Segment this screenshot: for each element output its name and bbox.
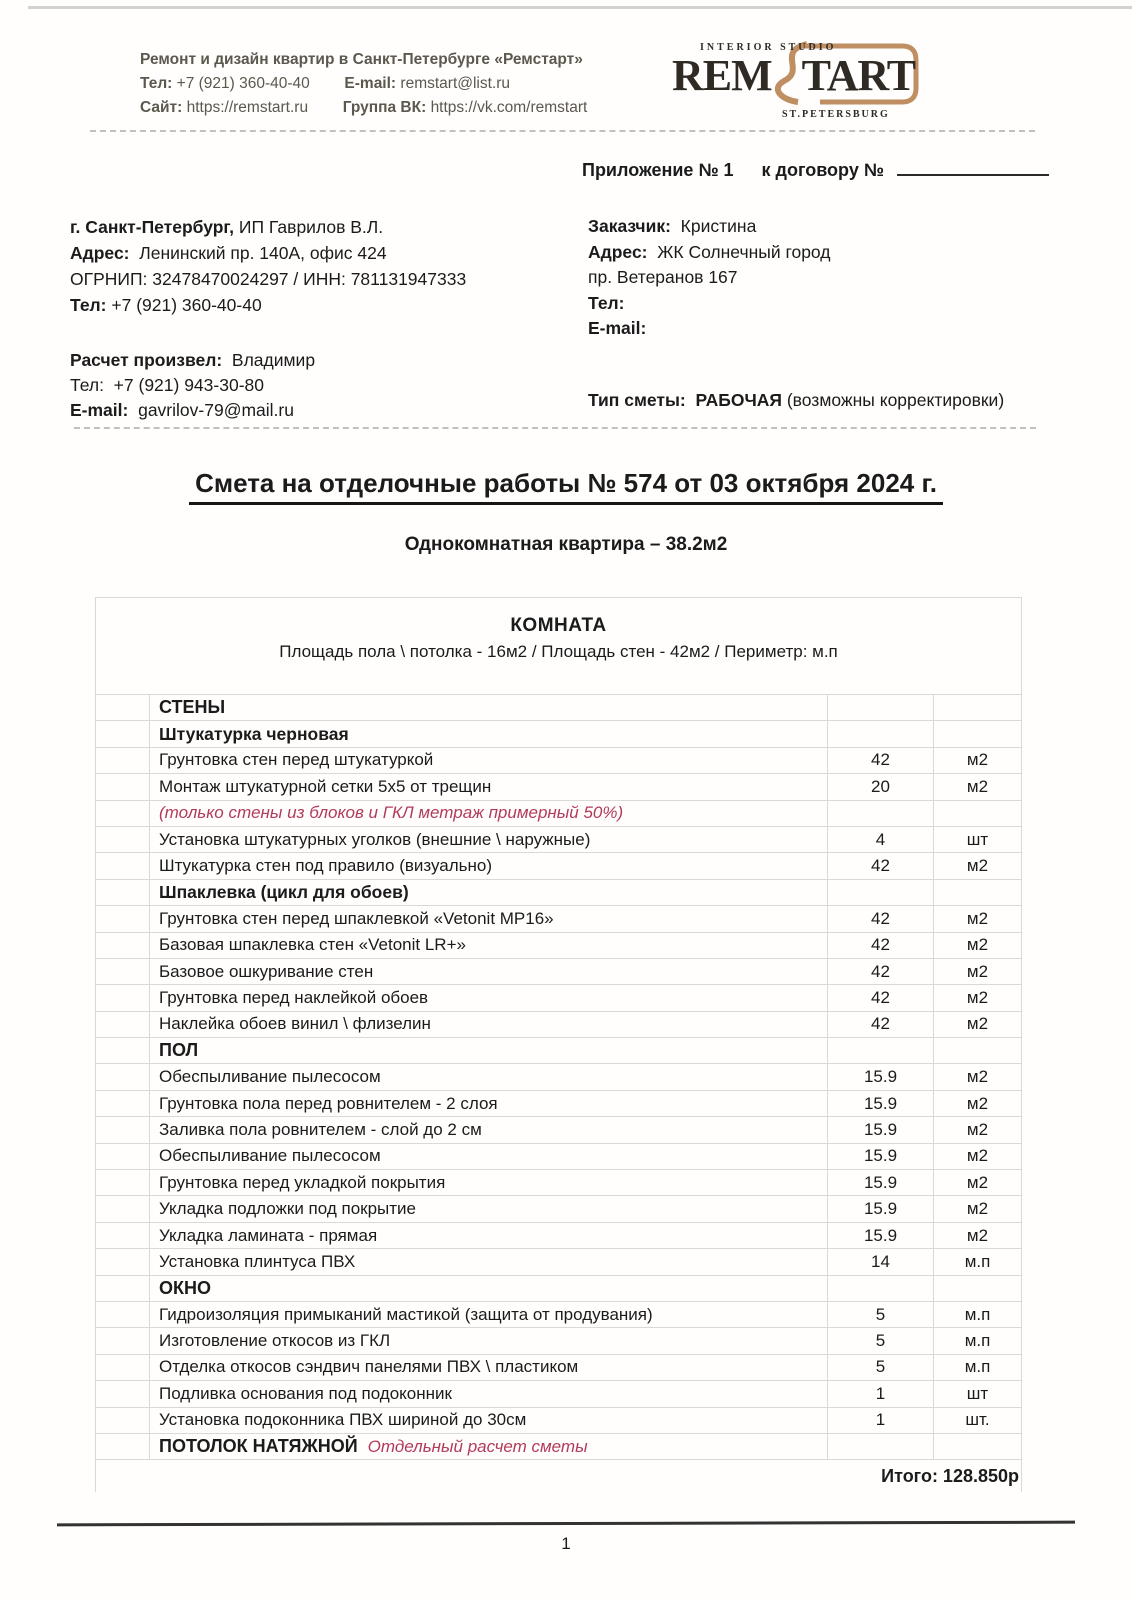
logo-bottom-text: ST.PETERSBURG: [782, 109, 890, 120]
estimate-row-item: [96, 1012, 1021, 1038]
estimate-row-item: [96, 1144, 1021, 1170]
unit-cell: [933, 1038, 1021, 1063]
customer-name: Кристина: [680, 216, 757, 236]
logo-rem: REM: [672, 51, 772, 100]
quantity-cell: 42: [827, 933, 933, 958]
quantity-cell: 15.9: [827, 1223, 933, 1248]
work-description: Установка штукатурных уголков (внешние \ наружные): [159, 829, 591, 849]
work-description: Укладка ламината - прямая: [159, 1225, 378, 1245]
row-index-cell: [96, 1038, 150, 1063]
company-tel-value: +7 (921) 360-40-40: [176, 75, 310, 92]
unit-cell: [933, 721, 1021, 746]
row-index-cell: [96, 1144, 150, 1169]
customer-tel-line: [588, 291, 1058, 317]
company-email-value: remstart@list.ru: [400, 75, 511, 92]
work-description: Грунтовка перед укладкой покрытия: [159, 1172, 446, 1192]
estimate-row-item: [96, 853, 1021, 879]
quantity-cell: 42: [827, 985, 933, 1010]
customer-tel-label: Тел:: [588, 292, 625, 313]
quantity-cell: 1: [827, 1381, 933, 1406]
work-description: Монтаж штукатурной сетки 5х5 от трещин: [159, 776, 492, 796]
unit-cell: м2: [933, 774, 1021, 799]
estimate-row-item: [96, 827, 1021, 853]
estimator-email-line: [70, 398, 570, 423]
estimator-email-label: E-mail:: [70, 400, 129, 420]
estimate-type-note: (возможны корректировки): [786, 390, 1005, 410]
unit-cell: м.п: [933, 1302, 1021, 1327]
contract-label: к договору №: [761, 160, 884, 180]
unit-cell: м2: [933, 1012, 1021, 1037]
work-description: Обеспыливание пылесосом: [159, 1146, 381, 1166]
document-title-row: [0, 468, 1132, 505]
quantity-cell: 42: [827, 959, 933, 984]
quantity-cell: 15.9: [827, 1117, 933, 1142]
unit-cell: м2: [933, 1196, 1021, 1221]
work-description: Укладка подложки под покрытие: [159, 1199, 416, 1219]
estimate-table: [95, 597, 1022, 1492]
estimate-row-item: [96, 1381, 1021, 1407]
work-description: Грунтовка стен перед шпаклевкой «Vetonit MP16»: [159, 908, 554, 928]
estimate-row-item: [96, 959, 1021, 985]
row-index-cell: [96, 721, 150, 746]
unit-cell: шт.: [933, 1408, 1021, 1433]
unit-cell: [933, 1434, 1021, 1459]
row-index-cell: [96, 1064, 150, 1089]
row-index-cell: [96, 1012, 150, 1037]
estimate-row-item: [96, 933, 1021, 959]
appendix-line: [582, 160, 1049, 181]
unit-cell: м2: [933, 748, 1021, 773]
estimate-row-item: [96, 1170, 1021, 1196]
row-index-cell: [96, 748, 150, 773]
work-description-note: Отдельный расчет сметы: [367, 1436, 588, 1456]
estimate-row-section: [96, 1276, 1021, 1302]
work-description: Грунтовка пола перед ровнителем - 2 слоя: [159, 1093, 498, 1113]
unit-cell: м2: [933, 906, 1021, 931]
unit-cell: м2: [933, 1091, 1021, 1116]
quantity-cell: 15.9: [827, 1170, 933, 1195]
customer-address2-line: пр. Ветеранов 167: [588, 267, 738, 287]
unit-cell: м2: [933, 1144, 1021, 1169]
quantity-cell: 4: [827, 827, 933, 852]
work-description: Базовое ошкуривание стен: [159, 961, 374, 981]
contractor-city: г. Санкт-Петербург,: [70, 217, 235, 237]
unit-cell: [933, 695, 1021, 720]
quantity-cell: 42: [827, 853, 933, 878]
row-index-cell: [96, 774, 150, 799]
estimator-name: Владимир: [231, 350, 316, 370]
customer-address-line: [588, 240, 1058, 266]
quantity-cell: 42: [827, 748, 933, 773]
row-index-cell: [96, 695, 150, 720]
unit-cell: [933, 880, 1021, 905]
customer-block: [588, 214, 1058, 342]
estimate-row-section: [96, 695, 1021, 721]
contractor-address: Ленинский пр. 140А, офис 424: [139, 243, 387, 263]
work-description: Изготовление откосов из ГКЛ: [159, 1331, 391, 1351]
estimator-line: [70, 348, 570, 373]
work-description-label: ПОТОЛОК НАТЯЖНОЙ: [159, 1436, 358, 1457]
company-vk-value: https://vk.com/remstart: [430, 99, 588, 116]
room-title: КОМНАТА: [510, 615, 607, 636]
estimate-row-note: [96, 801, 1021, 827]
unit-cell: м.п: [933, 1249, 1021, 1274]
estimate-row-item: [96, 1223, 1021, 1249]
estimate-row-item: [96, 1196, 1021, 1222]
company-email-label: E-mail:: [344, 75, 397, 92]
quantity-cell: [827, 1276, 933, 1301]
estimate-row-section: [96, 1038, 1021, 1064]
estimate-rows: [96, 695, 1021, 1460]
estimate-row-subsection: [96, 721, 1021, 747]
work-description: Отделка откосов сэндвич панелями ПВХ \ пластиком: [159, 1357, 579, 1377]
work-description: Базовая шпаклевка стен «Vetonit LR+»: [159, 935, 466, 955]
unit-cell: м2: [933, 985, 1021, 1010]
logo-top-text: INTERIOR STUDIO: [700, 42, 837, 53]
estimate-row-item: [96, 1355, 1021, 1381]
row-index-cell: [96, 1276, 150, 1301]
estimate-row-item: [96, 1249, 1021, 1275]
unit-cell: м2: [933, 853, 1021, 878]
unit-cell: шт: [933, 1381, 1021, 1406]
estimate-row-item: [96, 985, 1021, 1011]
estimate-row-item: [96, 1117, 1021, 1143]
estimate-row-mixed: [96, 1434, 1021, 1460]
quantity-cell: 42: [827, 906, 933, 931]
document-subtitle: Однокомнатная квартира – 38.2м2: [404, 534, 728, 555]
unit-cell: м2: [933, 1170, 1021, 1195]
estimator-tel-label: Тел:: [70, 375, 104, 395]
work-description: ОКНО: [159, 1277, 211, 1298]
company-tagline: [140, 48, 587, 72]
quantity-cell: 5: [827, 1355, 933, 1380]
quantity-cell: [827, 1038, 933, 1063]
work-description: СТЕНЫ: [159, 697, 226, 718]
unit-cell: м2: [933, 933, 1021, 958]
unit-cell: м2: [933, 1064, 1021, 1089]
contractor-name: ИП Гаврилов В.Л.: [238, 217, 384, 237]
quantity-cell: [827, 1434, 933, 1459]
quantity-cell: [827, 880, 933, 905]
estimate-row-item: [96, 1302, 1021, 1328]
estimate-row-item: [96, 1064, 1021, 1090]
contractor-block: [70, 214, 570, 318]
estimate-row-item: [96, 906, 1021, 932]
estimate-row-item: [96, 774, 1021, 800]
contractor-address-label: Адрес:: [70, 243, 130, 263]
estimate-row-item: [96, 748, 1021, 774]
row-index-cell: [96, 1249, 150, 1274]
work-description: Наклейка обоев винил \ флизелин: [159, 1014, 431, 1034]
work-description: [150, 1434, 827, 1459]
work-description: Грунтовка перед наклейкой обоев: [159, 987, 429, 1007]
quantity-cell: 20: [827, 774, 933, 799]
work-description: Грунтовка стен перед штукатуркой: [159, 750, 434, 770]
company-web-line: [140, 96, 587, 120]
unit-cell: м.п: [933, 1328, 1021, 1353]
customer-line: [588, 214, 1058, 240]
row-index-cell: [96, 1170, 150, 1195]
estimate-row-item: [96, 1408, 1021, 1434]
estimator-email: gavrilov-79@mail.ru: [138, 400, 294, 420]
quantity-cell: 14: [827, 1249, 933, 1274]
customer-address: ЖК Солнечный город: [657, 241, 831, 262]
quantity-cell: 5: [827, 1302, 933, 1327]
work-description: (только стены из блоков и ГКЛ метраж примерный 50%): [159, 803, 624, 823]
estimator-label: Расчет произвел:: [70, 350, 223, 370]
estimate-row-item: [96, 1328, 1021, 1354]
quantity-cell: [827, 801, 933, 826]
unit-cell: [933, 1276, 1021, 1301]
estimate-row-subsection: [96, 880, 1021, 906]
quantity-cell: [827, 721, 933, 746]
unit-cell: м.п: [933, 1355, 1021, 1380]
contractor-city-line: [70, 214, 570, 240]
quantity-cell: 42: [827, 1012, 933, 1037]
estimate-type-value: РАБОЧАЯ: [695, 390, 782, 410]
estimate-type-line: [588, 390, 1004, 411]
appendix-title: Приложение № 1: [582, 160, 734, 180]
quantity-cell: 15.9: [827, 1144, 933, 1169]
page-number: 1: [561, 1534, 571, 1553]
work-description: Штукатурка черновая: [159, 723, 349, 744]
row-index-cell: [96, 880, 150, 905]
work-description: Штукатурка стен под правило (визуально): [159, 856, 493, 876]
row-index-cell: [96, 985, 150, 1010]
work-description: Подливка основания под подоконник: [159, 1383, 452, 1403]
customer-email-label: E-mail:: [588, 318, 647, 338]
estimator-block: [70, 348, 570, 423]
total-value: Итого: 128.850р: [881, 1465, 1019, 1486]
row-index-cell: [96, 1434, 150, 1459]
total-row: [96, 1460, 1021, 1492]
quantity-cell: 15.9: [827, 1196, 933, 1221]
unit-cell: шт: [933, 827, 1021, 852]
row-index-cell: [96, 1408, 150, 1433]
customer-label: Заказчик:: [588, 216, 671, 236]
estimator-tel-line: [70, 373, 570, 398]
contractor-tel-label: Тел:: [70, 295, 107, 315]
row-index-cell: [96, 801, 150, 826]
row-index-cell: [96, 853, 150, 878]
row-index-cell: [96, 906, 150, 931]
work-description: ПОЛ: [159, 1040, 199, 1061]
company-site-label: Сайт:: [140, 99, 183, 116]
logo-main-text: [672, 50, 915, 101]
quantity-cell: [827, 695, 933, 720]
document-title: Смета на отделочные работы № 574 от 03 октября 2024 г.: [189, 468, 943, 505]
contractor-ogrnip-line: ОГРНИП: 32478470024297 / ИНН: 781131947333: [70, 269, 467, 289]
work-description: Шпаклевка (цикл для обоев): [159, 881, 409, 902]
work-description: Обеспыливание пылесосом: [159, 1067, 381, 1087]
quantity-cell: 15.9: [827, 1064, 933, 1089]
unit-cell: [933, 801, 1021, 826]
contractor-address-line: [70, 240, 570, 266]
unit-cell: м2: [933, 1117, 1021, 1142]
work-description: Заливка пола ровнителем - слой до 2 см: [159, 1119, 482, 1139]
contractor-tel-line: [70, 292, 570, 318]
room-subtitle: Площадь пола \ потолка - 16м2 / Площадь стен - 42м2 / Периметр: м.п: [279, 642, 838, 661]
company-contacts-line: [140, 72, 587, 96]
work-description: Гидроизоляция примыканий мастикой (защита от продувания): [159, 1304, 653, 1324]
company-tagline-text: Ремонт и дизайн квартир в Санкт-Петербурге «Ремстарт»: [140, 51, 583, 68]
estimate-row-item: [96, 1091, 1021, 1117]
unit-cell: м2: [933, 959, 1021, 984]
row-index-cell: [96, 1302, 150, 1327]
quantity-cell: 15.9: [827, 1091, 933, 1116]
quantity-cell: 1: [827, 1408, 933, 1433]
row-index-cell: [96, 1091, 150, 1116]
row-index-cell: [96, 1381, 150, 1406]
row-index-cell: [96, 933, 150, 958]
scan-artifact-line: [28, 6, 1132, 9]
section-divider: [74, 427, 1036, 429]
company-tel-label: Тел:: [140, 75, 173, 92]
contract-number-blank: [897, 162, 1049, 176]
logo-tart: TART: [801, 51, 916, 100]
work-description: Установка подоконника ПВХ шириной до 30см: [159, 1410, 527, 1430]
unit-cell: м2: [933, 1223, 1021, 1248]
contractor-tel: +7 (921) 360-40-40: [111, 295, 262, 315]
row-index-cell: [96, 1117, 150, 1142]
quantity-cell: 5: [827, 1328, 933, 1353]
room-header: [96, 598, 1021, 695]
row-index-cell: [96, 959, 150, 984]
company-header: [140, 48, 587, 120]
customer-email-line: [588, 316, 1058, 342]
estimator-tel: +7 (921) 943-30-80: [113, 375, 264, 395]
estimate-type-label: Тип сметы:: [588, 390, 686, 410]
row-index-cell: [96, 1196, 150, 1221]
header-divider: [90, 130, 1035, 132]
company-site-value: https://remstart.ru: [186, 99, 309, 116]
row-index-cell: [96, 1328, 150, 1353]
remstart-logo: [670, 36, 926, 124]
company-vk-label: Группа ВК:: [342, 99, 427, 116]
row-index-cell: [96, 1223, 150, 1248]
row-index-cell: [96, 827, 150, 852]
row-index-cell: [96, 1355, 150, 1380]
customer-address-label: Адрес:: [588, 241, 648, 262]
footer-rule: [57, 1521, 1075, 1526]
work-description: Установка плинтуса ПВХ: [159, 1251, 356, 1271]
